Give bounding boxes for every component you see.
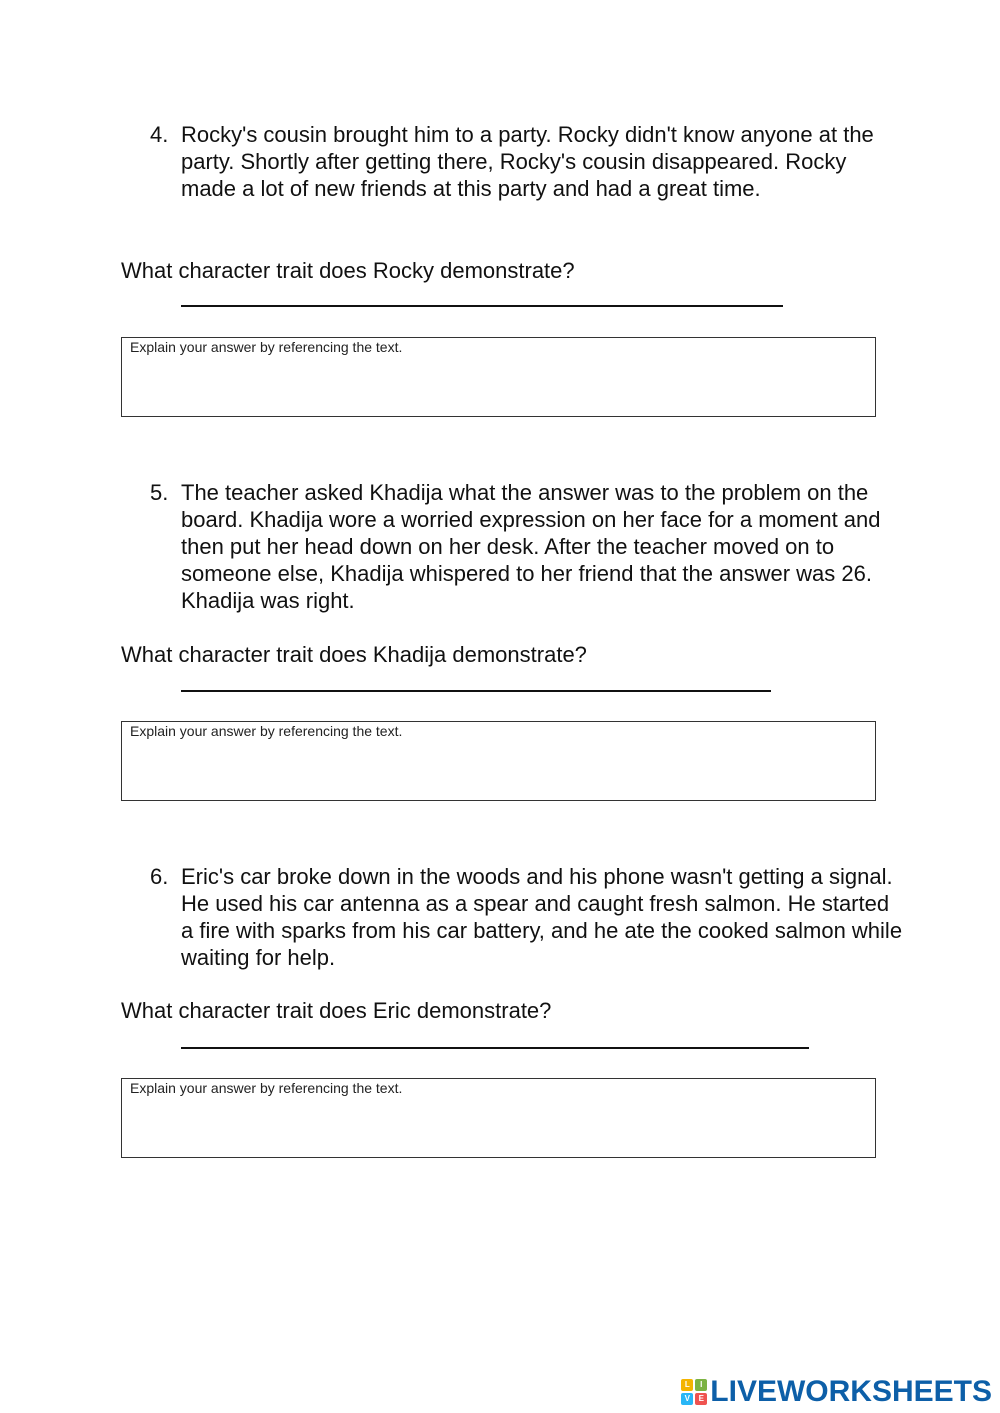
brand-logo-icon <box>681 1379 707 1405</box>
item-number: 4. <box>150 122 169 147</box>
logo-letter: I <box>695 1379 707 1391</box>
item-4-answer-field[interactable] <box>181 305 783 307</box>
logo-letter: E <box>695 1393 707 1405</box>
item-text: Rocky's cousin brought him to a party. Rocky didn't know anyone at the party. Shortly after getting there, Rocky's cousin disappeared. Rocky made a lot of new friends at this party and had a great time. <box>181 122 874 201</box>
item-6-explain-box[interactable] <box>121 1078 876 1158</box>
item-text: The teacher asked Khadija what the answer was to the problem on the board. Khadija wore a worried expression on her face for a moment and then put her head down on her desk. After the teacher moved on to someone else, Khadija whispered to her friend that the answer was 26. Khadija was right. <box>181 480 881 613</box>
logo-letter: L <box>681 1379 693 1391</box>
item-5-explain-box[interactable] <box>121 721 876 801</box>
item-6-answer-field[interactable] <box>181 1047 809 1049</box>
item-5-answer-field[interactable] <box>181 690 771 692</box>
explain-placeholder: Explain your answer by referencing the text. <box>130 339 403 355</box>
item-4-explain-box[interactable] <box>121 337 876 417</box>
item-6-question: What character trait does Eric demonstrate? <box>121 998 552 1023</box>
explain-placeholder: Explain your answer by referencing the text. <box>130 723 403 739</box>
item-text: Eric's car broke down in the woods and his phone wasn't getting a signal. He used his car antenna as a spear and caught fresh salmon. He started a fire with sparks from his car battery, and he ate the cooked salmon while waiting for help. <box>181 864 903 970</box>
item-number: 6. <box>150 864 169 889</box>
liveworksheets-logo <box>681 1375 992 1409</box>
item-5-question: What character trait does Khadija demonstrate? <box>121 642 587 667</box>
logo-letter: V <box>681 1393 693 1405</box>
explain-placeholder: Explain your answer by referencing the text. <box>130 1080 403 1096</box>
item-4-question: What character trait does Rocky demonstrate? <box>121 258 575 283</box>
brand-name: LIVEWORKSHEETS <box>710 1375 992 1408</box>
item-number: 5. <box>150 480 169 505</box>
